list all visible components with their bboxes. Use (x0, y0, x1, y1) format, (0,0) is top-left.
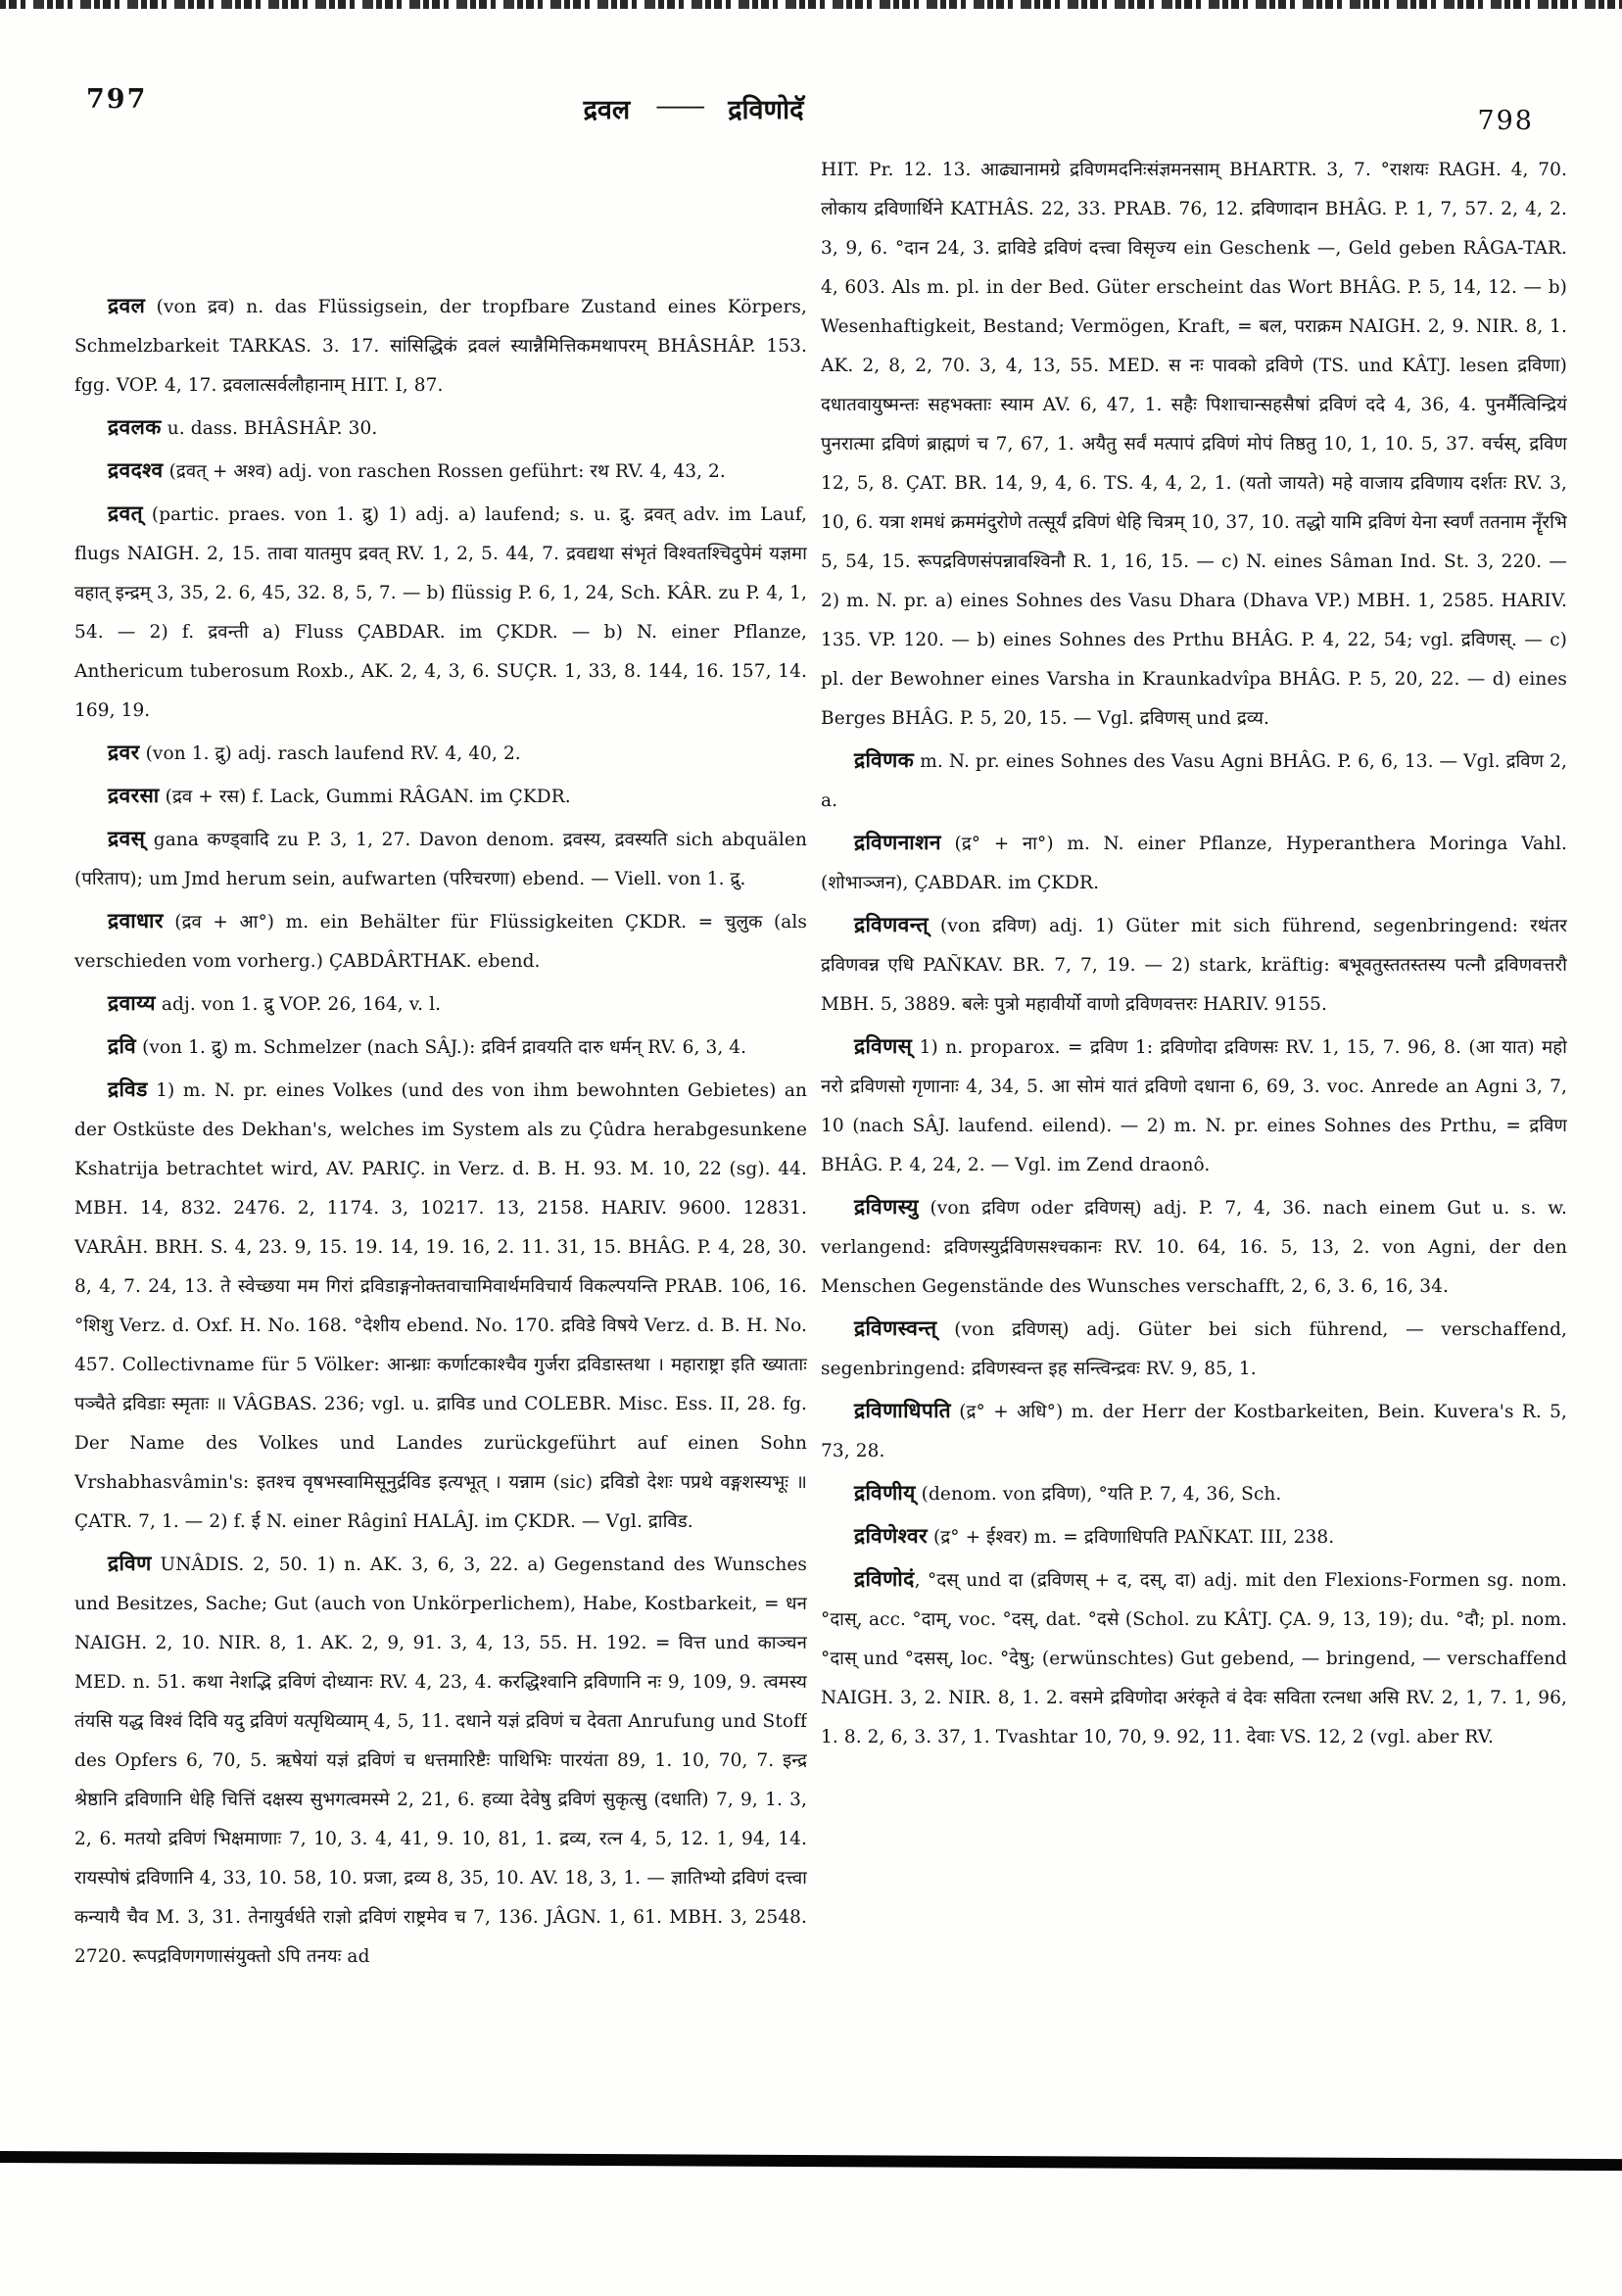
dictionary-entry (74, 451, 807, 492)
entry-headword: द्रवस् (108, 826, 146, 850)
entry-text: (द्रव + रस) f. Lack, Gummi RÂGAN. im ÇKDR. (165, 787, 571, 807)
entry-headword: द्रविणस्वन्त् (854, 1315, 937, 1340)
entry-headword: द्रविणेश्वर (854, 1523, 929, 1548)
dictionary-entry (74, 733, 807, 774)
dictionary-entry (74, 1070, 807, 1542)
entry-text: (partic. praes. von 1. द्रु) 1) adj. a) laufend; s. u. द्रु. द्रवत् adv. im Lauf, flugs NAIGH. 2, 15. तावा यातमुप द्रवत् RV. 1, 2, 5. 44, 7. द्रवद्यथा संभृतं विश्वतश्चिदुपेमं यज्ञमा वहात् इन्द्रम् 3, 35, 2. 6, 45, 32. 8, 5, 7. — b) flüssig P. 6, 1, 24, Sch. KÂR. zu P. 4, 1, 54. — 2) f. द्रवन्ती a) Fluss ÇABDAR. im ÇKDR. — b) N. einer Pflanze, Anthericum tuberosum Roxb., AK. 2, 4, 3, 6. SUÇR. 1, 33, 8. 144, 16. 157, 14. 169, 19. (74, 504, 807, 721)
dictionary-entry (74, 1544, 807, 1977)
running-head-first-word: द्रवल (583, 95, 631, 125)
entry-headword: द्रविड (108, 1076, 148, 1101)
dictionary-entry (74, 1027, 807, 1068)
entry-headword: द्रवलक (108, 414, 162, 439)
dictionary-entry (74, 776, 807, 817)
entry-headword: द्रविणनाशन (854, 830, 941, 854)
entry-headword: द्रविणक (854, 747, 915, 772)
entry-text: (von 1. द्रु) adj. rasch laufend RV. 4, 40, 2. (145, 743, 521, 764)
scan-edge-rule (0, 2151, 1622, 2171)
entry-text: (von द्रविण oder द्रविणस्) adj. P. 7, 4, 36. nach einem Gut u. s. w. verlangend: द्रविणस्युर्द्रविणसश्चकानः RV. 10. 64, 16. 5, 13, 2. von Agni, der den Menschen Gegenstände des Wunsches verschafft, 2, 6, 3. 6, 16, 34. (821, 1198, 1567, 1297)
entry-text: (द्र° + ईश्वर) m. = द्रविणाधिपति PAÑKAT. III, 238. (933, 1527, 1335, 1548)
entry-headword: द्रवत् (108, 501, 143, 525)
entry-headword: द्रवाय्य (108, 990, 156, 1015)
entry-text: (द्र° + ना°) m. N. einer Pflanze, Hyperanthera Moringa Vahl. (शोभाञ्जन), ÇABDAR. im ÇKDR. (821, 834, 1567, 893)
entry-text: 1) n. proparox. = द्रविण 1: द्रविणोदा द्रविणसः RV. 1, 15, 7. 96, 8. (आ यात) महो नरो द्रविणसो गृणानाः 4, 34, 5. आ सोमं यातं द्रविणो दधाना 6, 69, 3. voc. Anrede an Agni 3, 7, 10 (nach SÂJ. laufend. eilend). — 2) m. N. pr. eines Sohnes des Prthu, = द्रविण BHÂG. P. 4, 24, 2. — Vgl. im Zend draonô. (821, 1037, 1567, 1175)
dictionary-entry (821, 905, 1567, 1025)
entry-text: (von 1. द्रु) m. Schmelzer (nach SÂJ.): द्रविर्न द्रावयति दारु धर्मन् RV. 6, 3, 4. (142, 1037, 747, 1058)
entry-text: gana कण्ड्वादि zu P. 3, 1, 27. Davon denom. द्रवस्य, द्रवस्यति sich abquälen (परिताप); um Jmd herum sein, aufwarten (परिचरणा) ebend. — Viell. von 1. द्रु. (74, 830, 807, 889)
entry-text: (von द्रव) n. das Flüssigsein, der tropfbare Zustand eines Körpers, Schmelzbarkeit TARKAS. 3. 17. सांसिद्धिकं द्रवलं स्यान्नैमित्तिकमथापरम् BHÂSHÂP. 153. fgg. VOP. 4, 17. द्रवलात्सर्वलौहानाम् HIT. I, 87. (74, 297, 807, 396)
entry-headword: द्रवि (108, 1033, 137, 1058)
entry-text: (denom. von द्रविण), °यति P. 7, 4, 36, Sch. (921, 1484, 1282, 1505)
dictionary-entry (821, 823, 1567, 903)
entry-headword: द्रविणस् (854, 1033, 913, 1058)
entry-text: HIT. Pr. 12. 13. आढ्यानामग्रे द्रविणमदनिःसंज्ञमनसाम् BHARTR. 3, 7. °राशयः RAGH. 4, 70. लोकाय द्रविणार्थिने KATHÂS. 22, 33. PRAB. 76, 12. द्रविणादान BHÂG. P. 1, 7, 57. 2, 4, 2. 3, 9, 6. °दान 24, 3. द्राविडे द्रविणं दत्त्वा विसृज्य ein Geschenk —, Geld geben RÂGA-TAR. 4, 603. Als m. pl. in der Bed. Güter erscheint das Wort BHÂG. P. 5, 14, 12. — b) Wesenhaftigkeit, Bestand; Vermögen, Kraft, = बल, पराक्रम NAIGH. 2, 9. NIR. 8, 1. AK. 2, 8, 2, 70. 3, 4, 13, 55. MED. स नः पावको द्रविणे (TS. und KÂTJ. lesen द्रविणा) दधातवायुष्मन्तः सहभक्ताः स्याम AV. 6, 47, 1. सहैः पिशाचान्सहसैषां द्रविणं ददे 4, 36, 4. पुनर्मैत्विन्द्रियं पुनरात्मा द्रविणं ब्राह्मणं च 7, 67, 1. अयैतु सर्वं मत्पापं द्रविणं मोपं तिष्ठतु 10, 1, 10. 5, 37. वर्चस्, द्रविण 12, 5, 8. ÇAT. BR. 14, 9, 4, 6. TS. 4, 4, 2, 1. (यतो जायते) महे वाजाय द्रविणाय दर्शतः RV. 3, 10, 6. यत्रा शमधं क्रममंदुरोणे तत्सूर्यं द्रविणं धेहि चित्रम् 10, 37, 10. तद्धो यामि द्रविणं येना स्वर्णं ततनाम नॄँरभि 5, 54, 15. रूपद्रविणसंपन्नावश्विनौ R. 1, 16, 15. — c) N. eines Sâman Ind. St. 3, 220. — 2) m. N. pr. a) eines Sohnes des Vasu Dhara (Dhava VP.) MBH. 1, 2585. HARIV. 135. VP. 120. — b) eines Sohnes des Prthu BHÂG. P. 4, 22, 54; vgl. द्रविणस्. — c) pl. der Bewohner eines Varsha in Kraunkadvîpa BHÂG. P. 5, 20, 22. — d) eines Berges BHÂG. P. 5, 20, 15. — Vgl. द्रविणस् und द्रव्य. (821, 160, 1567, 729)
dictionary-entry (74, 819, 807, 899)
entry-text: 1) m. N. pr. eines Volkes (und des von ihm bewohnten Gebietes) an der Ostküste des Dekhan's, welches im System als zu Çûdra herabgesunkene Kshatrija betrachtet wird, AV. PARIÇ. in Verz. d. B. H. 93. M. 10, 22 (sg). 44. MBH. 14, 832. 2476. 2, 1174. 3, 10217. 13, 2158. HARIV. 9600. 12831. VARÂH. BRH. S. 4, 23. 9, 15. 19. 14, 19. 16, 2. 11. 31, 15. BHÂG. P. 4, 28, 30. 8, 4, 7. 24, 13. ते स्वेच्छया मम गिरां द्रविडाङ्गनोक्तवाचामिवार्थमविचार्य विकल्पयन्ति PRAB. 106, 16. °शिशु Verz. d. Oxf. H. No. 168. °देशीय ebend. No. 170. द्रविडे विषये Verz. d. B. H. No. 457. Collectivname für 5 Völker: आन्ध्राः कर्णाटकाश्चैव गुर्जरा द्रविडास्तथा । महाराष्ट्रा इति ख्याताः पञ्चैते द्रविडाः स्मृताः ॥ VÂGBAS. 236; vgl. u. द्राविड und COLEBR. Misc. Ess. II, 28. fg. Der Name des Volkes und Landes zurückgeführt auf einen Sohn Vrshabhasvâmin's: इतश्च वृषभस्वामिसूनुर्द्रविड इत्यभूत् । यन्नाम (sic) द्रविडो देशः पप्रथे वङ्गशस्यभूः ॥ ÇATR. 7, 1. — 2) f. ई N. einer Râginî HALÂJ. im ÇKDR. — Vgl. द्राविड. (74, 1080, 807, 1532)
dictionary-entry-continuation (821, 149, 1567, 739)
scan-artifact-top (0, 0, 1622, 9)
entry-text: (von द्रविण) adj. 1) Güter mit sich führend, segenbringend: रथंतर द्रविणवन्न एधि PAÑKAV. BR. 7, 7, 19. — 2) stark, kräftig: बभूवतुस्ततस्तस्य पत्नौ द्रविणवत्तरौ MBH. 5, 3889. बलेः पुत्रो महावीर्यो वाणो द्रविणवत्तरः HARIV. 9155. (821, 916, 1567, 1015)
entry-text: (द्रव + आ°) m. ein Behälter für Flüssigkeiten ÇKDR. = चुलुक (als verschieden vom vorherg.) ÇABDÂRTHAK. ebend. (74, 912, 807, 972)
page-number-left: 797 (86, 84, 148, 115)
dictionary-entry (821, 1027, 1567, 1185)
dictionary-entry (74, 494, 807, 731)
dictionary-entry (74, 983, 807, 1025)
entry-text: (von द्रविणस्) adj. Güter bei sich führend, — verschaffend, segenbringend: द्रविणस्वन्त इह सन्त्विन्द्रवः RV. 9, 85, 1. (821, 1319, 1567, 1379)
running-head-last-word: द्रविणोदॅ (728, 95, 804, 125)
dictionary-entry (74, 407, 807, 449)
entry-text: (द्र° + अधि°) m. der Herr der Kostbarkeiten, Bein. Kuvera's R. 5, 73, 28. (821, 1402, 1567, 1461)
entry-headword: द्रवदश्व (108, 457, 164, 482)
entry-headword: द्रविणोदं (854, 1566, 915, 1591)
entry-text: (द्रवत् + अश्व) adj. von raschen Rossen geführt: रथ RV. 4, 43, 2. (168, 461, 726, 482)
entry-headword: द्रविणस्यु (854, 1194, 919, 1219)
entry-text: UNÂDIS. 2, 50. 1) n. AK. 3, 6, 3, 22. a) Gegenstand des Wunsches und Besitzes, Sache; Gut (auch von Unkörperlichem), Habe, Kostbarkeit, = धन NAIGH. 2, 10. NIR. 8, 1. AK. 2, 9, 91. 3, 4, 13, 55. H. 192. = वित्त und काञ्चन MED. n. 51. कथा नेशद्भि द्रविणं दोध्यानः RV. 4, 23, 4. करद्धिश्वानि द्रविणानि नः 9, 109, 9. त्वमस्य तंयसि यद्ध विश्वं दिवि यदु द्रविणं यत्पृथिव्याम् 4, 5, 11. दधाने यज्ञं द्रविणं च देवता Anrufung und Stoff des Opfers 6, 70, 5. ऋषेयां यज्ञं द्रविणं च धत्तमारिष्टैः पाथिभिः पारयंता 89, 1. 10, 70, 7. इन्द्र श्रेष्ठानि द्रविणानि धेहि चित्तिं दक्षस्य सुभगत्वमस्मे 2, 21, 6. हव्या देवेषु द्रविणं सुकृत्सु (दधाति) 7, 9, 1. 3, 2, 6. मतयो द्रविणं भिक्षमाणाः 7, 10, 3. 4, 41, 9. 10, 81, 1. द्रव्य, रत्न 4, 5, 12. 1, 94, 14. रायस्पोषं द्रविणानि 4, 33, 10. 58, 10. प्रजा, द्रव्य 8, 35, 10. AV. 18, 3, 1. — ज्ञातिभ्यो द्रविणं दत्त्वा कन्यायै चैव M. 3, 31. तेनायुर्वर्धते राज्ञो द्रविणं राष्ट्रमेव च 7, 136. JÂGN. 1, 61. MBH. 3, 2548. 2720. रूपद्रविणगणासंयुक्तो ऽपि तनयः ad (74, 1555, 807, 1967)
entry-headword: द्रविणाधिपति (854, 1398, 951, 1422)
running-head-separator: —— (655, 91, 703, 121)
entry-text: m. N. pr. eines Sohnes des Vasu Agni BHÂG. P. 6, 6, 13. — Vgl. द्रविण 2, a. (821, 751, 1567, 811)
entry-headword: द्रवरसा (108, 783, 160, 807)
dictionary-entry (821, 1187, 1567, 1307)
dictionary-entry (821, 741, 1567, 821)
entry-headword: द्रवाधार (108, 908, 164, 933)
entry-text: adj. von 1. द्रु VOP. 26, 164, v. l. (161, 994, 442, 1015)
dictionary-entry (821, 1516, 1567, 1557)
column-right (821, 149, 1567, 2137)
entry-headword: द्रवल (108, 293, 146, 317)
page-number-right: 798 (1477, 106, 1534, 136)
dictionary-entry (821, 1391, 1567, 1471)
dictionary-entry (821, 1559, 1567, 1757)
dictionary-entry (74, 901, 807, 981)
dictionary-entry (821, 1473, 1567, 1514)
entry-headword: द्रविणवन्त् (854, 912, 929, 936)
entry-headword: द्रवर (108, 740, 140, 764)
dictionary-entry (821, 1309, 1567, 1389)
entry-headword: द्रविणीय् (854, 1480, 916, 1505)
page-header (0, 82, 1622, 151)
entry-text: u. dass. BHÂSHÂP. 30. (167, 418, 378, 439)
dictionary-entry (74, 286, 807, 406)
running-head (0, 90, 1387, 126)
entry-headword: द्रविण (108, 1551, 152, 1575)
column-left (74, 286, 807, 2137)
entry-text: , °दस् und दा (द्रविणस् + द, दस्, दा) adj. mit den Flexions-Formen sg. nom. °दास्, acc. °दाम्, voc. °दस्, dat. °दसे (Schol. zu KÂTJ. ÇA. 9, 13, 19); du. °दौ; pl. nom. °दास् und °दसस्, loc. °देषु; (erwünschtes) Gut gebend, — bringend, — verschaffend NAIGH. 3, 2. NIR. 8, 1. 2. वसमे द्रविणोदा अरंकृते वं देवः सविता रत्नधा असि RV. 2, 1, 7. 1, 96, 1. 8. 2, 6, 3. 37, 1. Tvashtar 10, 70, 9. 92, 11. देवाः VS. 12, 2 (vgl. aber RV. (821, 1570, 1567, 1747)
